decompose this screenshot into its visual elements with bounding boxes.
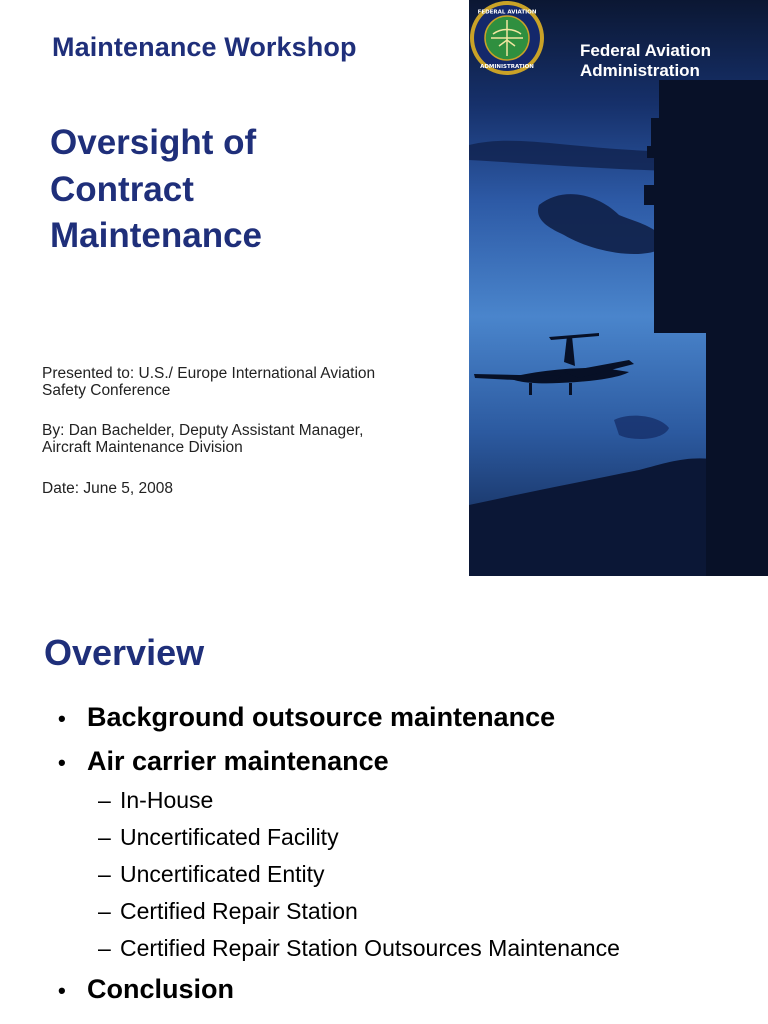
bullet-text: Conclusion bbox=[87, 974, 234, 1004]
faa-seal-icon bbox=[469, 0, 545, 76]
sub-bullet-item bbox=[98, 824, 339, 851]
meta-line: Date: June 5, 2008 bbox=[42, 480, 173, 497]
dash-marker: – bbox=[98, 824, 111, 850]
agency-line: Administration bbox=[580, 60, 700, 80]
bullet-item bbox=[58, 746, 389, 777]
seal-bottom-text: ADMINISTRATION bbox=[480, 64, 534, 70]
photo-illustration bbox=[469, 0, 768, 576]
bullet-item bbox=[58, 702, 555, 733]
presenter bbox=[42, 422, 363, 456]
bullet-marker: • bbox=[58, 750, 66, 775]
bullet-text: Certified Repair Station Outsources Maintenance bbox=[120, 935, 620, 961]
bullet-item bbox=[58, 974, 234, 1005]
overview-heading: Overview bbox=[44, 632, 205, 673]
sub-bullet-item bbox=[98, 861, 325, 888]
sub-bullet-item bbox=[98, 935, 620, 962]
bullet-text: Air carrier maintenance bbox=[87, 746, 389, 776]
meta-line: Safety Conference bbox=[42, 382, 171, 399]
control-tower-photo bbox=[469, 0, 768, 576]
meta-line: Presented to: U.S./ Europe International Aviation bbox=[42, 365, 376, 382]
dash-marker: – bbox=[98, 787, 111, 813]
overview-slide bbox=[0, 576, 768, 1024]
sub-bullet-item bbox=[98, 898, 358, 925]
bullet-marker: • bbox=[58, 978, 66, 1003]
dash-marker: – bbox=[98, 935, 111, 961]
presentation-title bbox=[50, 120, 262, 260]
seal-top-text: FEDERAL AVIATION bbox=[477, 9, 537, 16]
bullet-text: In-House bbox=[120, 787, 214, 813]
dash-marker: – bbox=[98, 861, 111, 887]
presentation-date bbox=[42, 480, 173, 497]
sub-bullet-item bbox=[98, 787, 213, 814]
agency-name bbox=[580, 41, 711, 80]
bullet-text: Background outsource maintenance bbox=[87, 702, 556, 732]
title-line: Contract bbox=[50, 169, 194, 209]
meta-line: By: Dan Bachelder, Deputy Assistant Manager, bbox=[42, 422, 364, 439]
presented-to bbox=[42, 365, 375, 399]
bullet-text: Uncertificated Facility bbox=[120, 824, 339, 850]
bullet-text: Certified Repair Station bbox=[120, 898, 358, 924]
meta-line: Aircraft Maintenance Division bbox=[42, 439, 243, 456]
dash-marker: – bbox=[98, 898, 111, 924]
agency-line: Federal Aviation bbox=[580, 41, 711, 60]
title-line: Oversight of bbox=[50, 123, 257, 162]
bullet-marker: • bbox=[58, 706, 66, 731]
bullet-text: Uncertificated Entity bbox=[120, 861, 325, 887]
title-line: Maintenance bbox=[50, 216, 262, 255]
workshop-label: Maintenance Workshop bbox=[52, 32, 357, 62]
